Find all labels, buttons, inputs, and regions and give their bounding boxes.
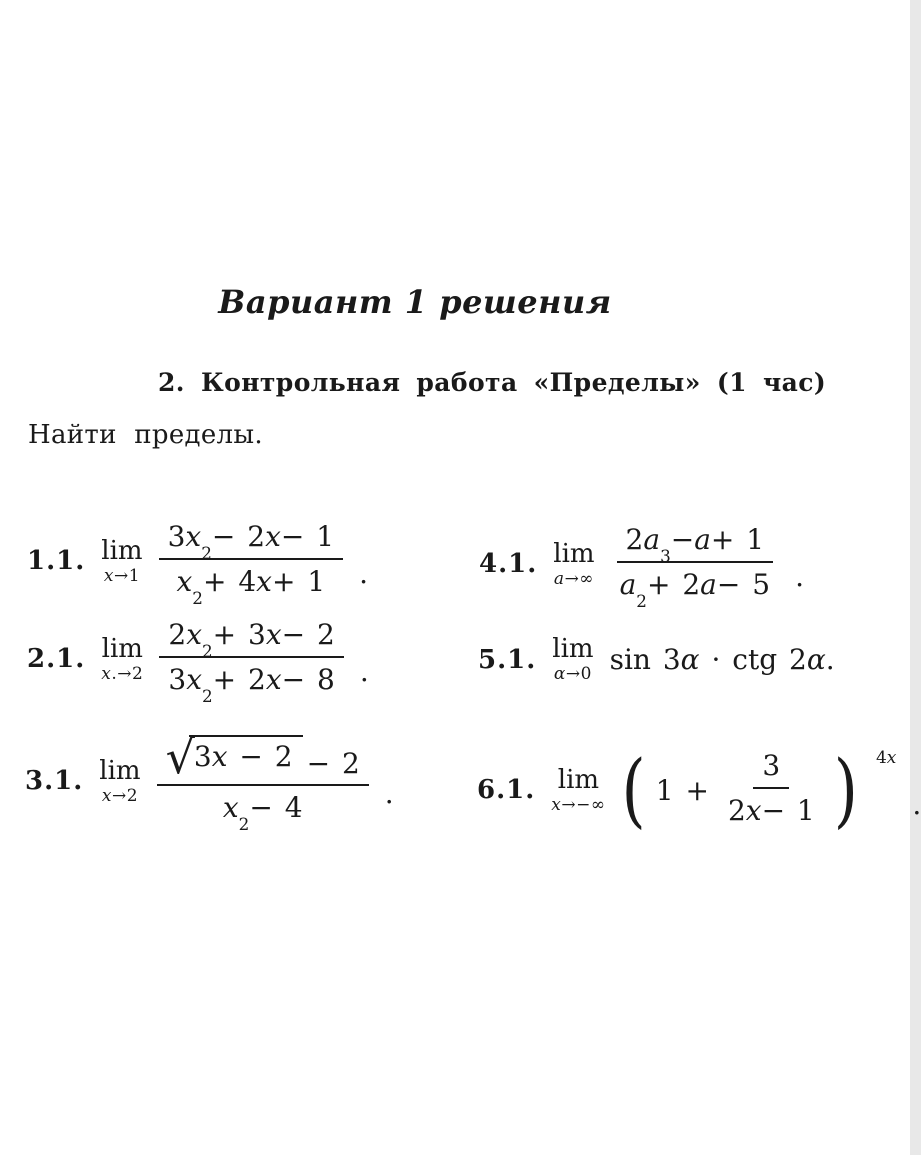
limit-operator: [99, 755, 141, 806]
problem-2-1: [27, 617, 369, 707]
lim-subscript: x.→2: [101, 663, 144, 684]
lim-subscript: x→2: [101, 785, 139, 806]
expression: sin 3α · ctg 2α.: [609, 643, 835, 676]
end-period: .: [795, 559, 804, 593]
numerator-tail: − 2: [306, 747, 360, 780]
lim-subscript: a→∞: [553, 568, 594, 589]
problem-1-1: [27, 519, 368, 609]
denominator: x 2 − 4: [222, 791, 303, 835]
fraction: [157, 730, 369, 835]
lim-word: lim: [101, 633, 143, 664]
denominator: a 2 + 2 a − 5: [619, 568, 771, 612]
limit-operator: [551, 764, 606, 815]
radical-sign: √: [165, 730, 195, 784]
outer-exponent: 4x: [875, 748, 897, 768]
problem-5-1: [478, 636, 851, 683]
problem-4-1: [479, 522, 804, 612]
limit-operator: [101, 535, 143, 586]
end-period: .: [384, 776, 394, 810]
close-paren: ): [833, 742, 858, 837]
numerator: 3 x 2 − 2 x − 1: [159, 519, 343, 560]
denominator: x 2 + 4 x + 1: [176, 565, 326, 609]
problem-label: 4.1.: [479, 549, 538, 580]
lim-word: lim: [553, 538, 595, 569]
problem-label: 5.1.: [478, 644, 537, 675]
lim-subscript: α→0: [553, 664, 592, 684]
limit-operator: [553, 538, 595, 589]
limit-operator: [552, 636, 593, 683]
open-paren: (: [621, 742, 646, 837]
instruction-text: Найти пределы.: [28, 420, 263, 450]
problem-label: 2.1.: [27, 644, 86, 675]
numerator: 2 x 2 + 3 x − 2: [159, 617, 343, 658]
end-period: .: [359, 654, 369, 688]
expression-lead: 1 +: [655, 773, 709, 807]
numerator: 2 a 3 − a + 1: [617, 522, 774, 563]
end-period: .: [359, 556, 368, 590]
lim-subscript: x→−∞: [551, 794, 606, 815]
fraction: [719, 748, 824, 832]
lim-subscript: x→1: [103, 565, 141, 586]
problem-label: 3.1.: [25, 766, 84, 797]
fraction: [159, 617, 343, 707]
lim-word: lim: [557, 764, 600, 795]
problem-3-1: [25, 730, 394, 835]
section-heading: 2. Контрольная работа «Пределы» (1 час): [158, 368, 827, 397]
lim-word: lim: [552, 634, 594, 664]
limit-operator: [101, 633, 144, 684]
power-expression: [621, 742, 858, 837]
problem-6-1: [477, 742, 921, 837]
radicand: 3x − 2: [189, 735, 303, 779]
fraction: [159, 519, 343, 609]
fraction: [611, 522, 779, 612]
problem-label: 1.1.: [27, 546, 86, 577]
page-title: Вариант 1 решения: [218, 283, 612, 321]
problem-label: 6.1.: [477, 775, 536, 806]
denominator: 2 x − 1: [727, 794, 815, 828]
end-period: .: [912, 787, 921, 821]
denominator: 3 x 2 + 2 x − 8: [168, 663, 335, 707]
square-root: [165, 730, 303, 784]
numerator: [157, 730, 369, 786]
numerator: 3: [753, 748, 789, 789]
lim-word: lim: [99, 755, 141, 786]
lim-word: lim: [101, 535, 143, 566]
